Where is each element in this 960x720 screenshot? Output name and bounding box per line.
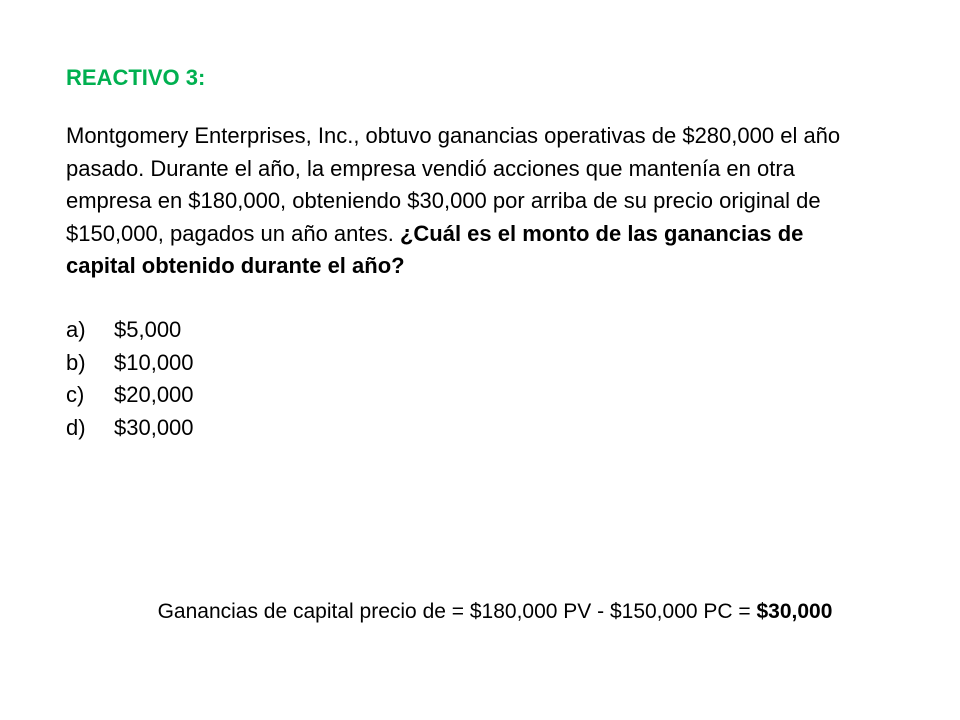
slide-title: REACTIVO 3: (66, 65, 206, 90)
option-value: $30,000 (114, 414, 194, 440)
option-value: $10,000 (114, 349, 194, 375)
answer-result: $30,000 (756, 600, 833, 623)
option-letter: c) (66, 382, 85, 407)
option-c (66, 379, 194, 412)
question-body: Montgomery Enterprises, Inc., obtuvo ganancias operativas de $280,000 el año pasado. Durante el año, la empresa vendió acciones que mantenía en otra empresa en $180,000, obteniendo $30,000 por arriba de su precio original de $150,000, pagados un año antes. (66, 123, 841, 246)
option-a (66, 314, 194, 347)
option-letter: b) (66, 349, 86, 375)
option-value: $5,000 (114, 317, 182, 342)
question-text (66, 120, 866, 283)
option-b (66, 347, 194, 380)
answer-formula: Ganancias de capital precio de = $180,000 PV - $150,000 PC = (157, 600, 757, 623)
answer-options (66, 314, 194, 444)
question-prompt: ¿Cuál es el monto de las ganancias de capital obtenido durante el año? (66, 220, 804, 278)
option-d (66, 412, 194, 445)
option-letter: d) (66, 414, 86, 440)
answer-explanation (0, 597, 960, 627)
option-letter: a) (66, 317, 86, 342)
option-value: $20,000 (114, 382, 194, 407)
